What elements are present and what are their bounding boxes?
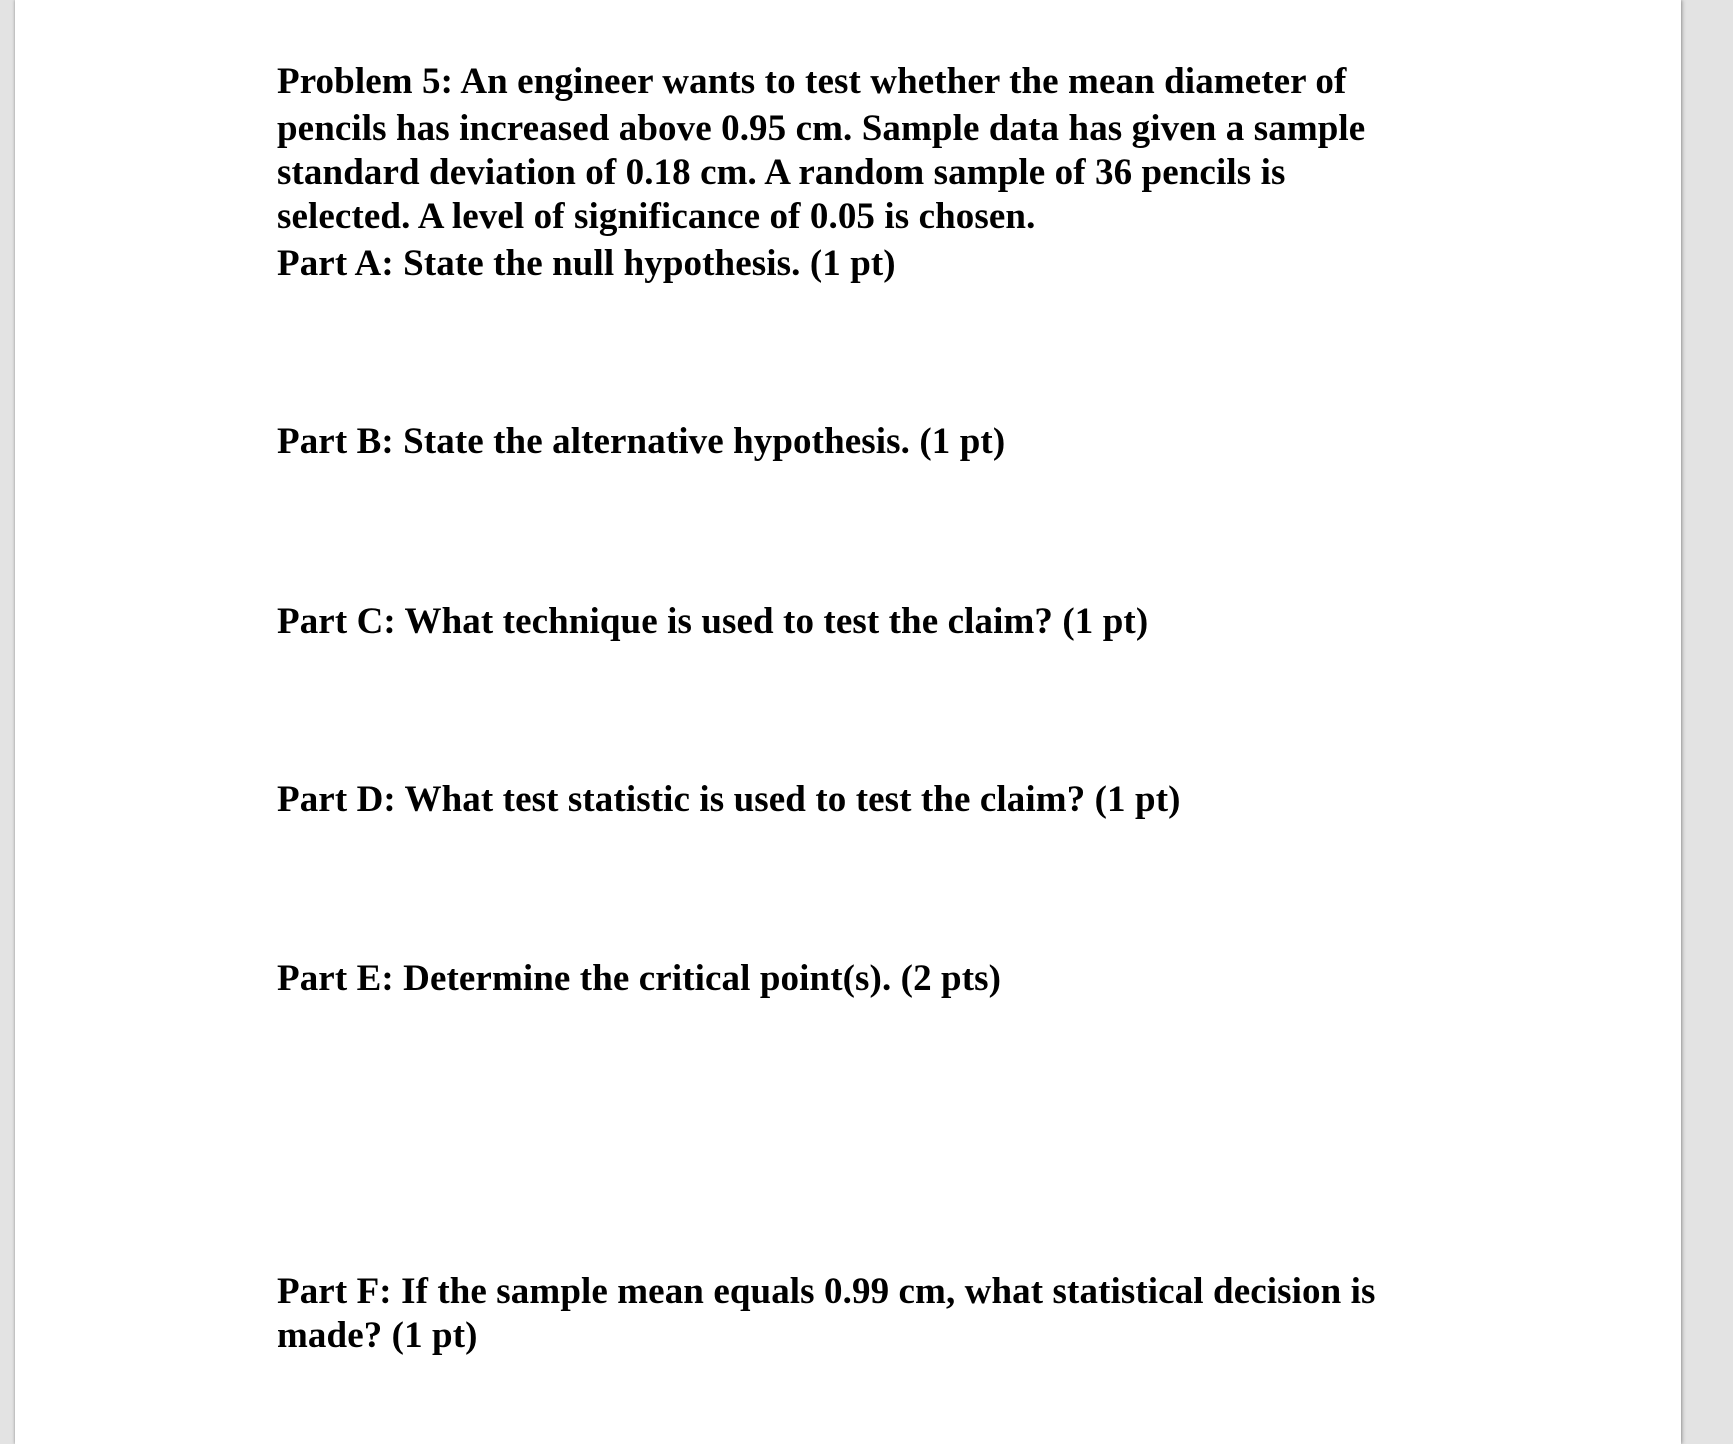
document-page	[15, 0, 1681, 1444]
part-d-question: Part D: What test statistic is used to test the claim? (1 pt)	[277, 779, 1181, 820]
part-c-question: Part C: What technique is used to test the claim? (1 pt)	[277, 601, 1149, 642]
part-b-question: Part B: State the alternative hypothesis. (1 pt)	[277, 421, 1006, 462]
problem-statement-line-2: pencils has increased above 0.95 cm. Sample data has given a sample	[277, 108, 1366, 149]
problem-statement-line-1: Problem 5: An engineer wants to test whether the mean diameter of	[277, 61, 1347, 102]
part-f-question-line-1: Part F: If the sample mean equals 0.99 cm, what statistical decision is	[277, 1271, 1376, 1312]
part-a-question: Part A: State the null hypothesis. (1 pt)	[277, 243, 896, 284]
problem-statement-line-3: standard deviation of 0.18 cm. A random sample of 36 pencils is	[277, 152, 1286, 193]
part-f-question-line-2: made? (1 pt)	[277, 1315, 478, 1356]
problem-statement-line-4: selected. A level of significance of 0.05 is chosen.	[277, 196, 1036, 237]
part-e-question: Part E: Determine the critical point(s). (2 pts)	[277, 958, 1002, 999]
